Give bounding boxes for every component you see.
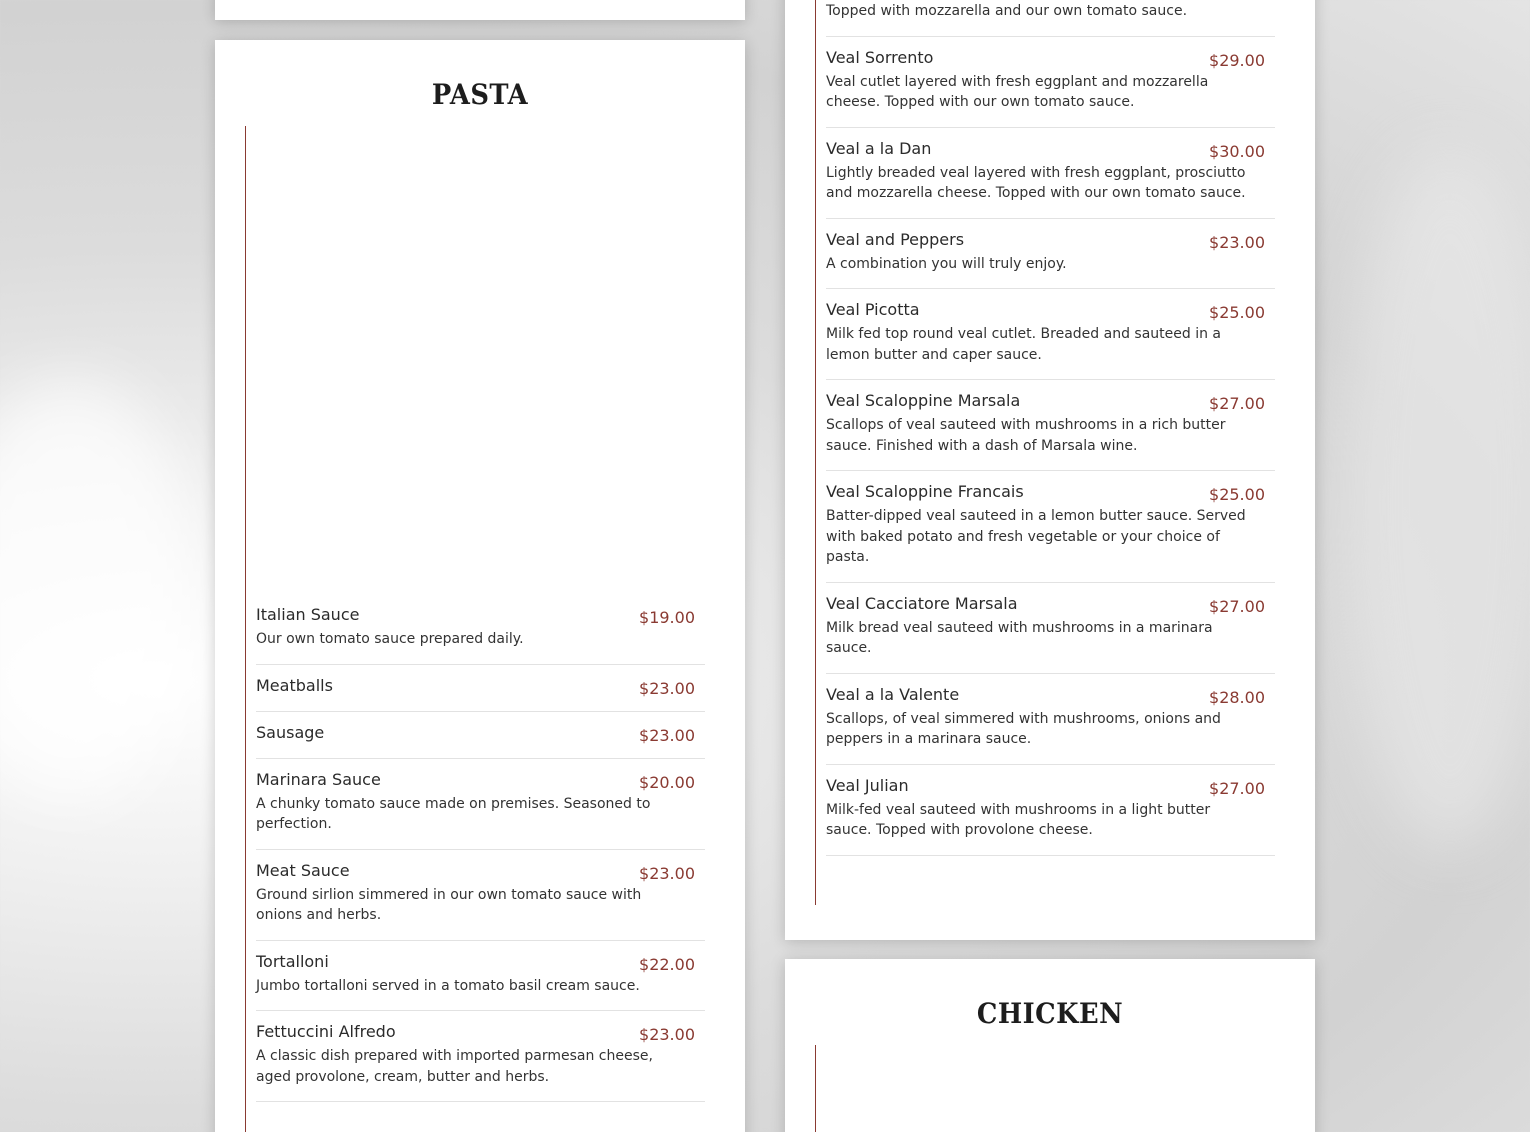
list-item [826, 219, 1275, 290]
item-name: Veal and Peppers [826, 229, 965, 249]
section-accent-line [815, 0, 816, 905]
item-price: $27.00 [1209, 596, 1265, 616]
list-item [826, 128, 1275, 219]
pasta-menu-list [256, 594, 705, 1102]
list-item [826, 674, 1275, 765]
item-description: Milk-fed veal sauteed with mushrooms in a light butter sauce. Topped with provolone cheese. [826, 801, 1211, 838]
item-description: A classic dish prepared with imported parmesan cheese, aged provolone, cream, butter and herbs. [256, 1048, 653, 1085]
item-description: Topped with mozzarella and our own tomato sauce. [826, 3, 1188, 19]
menu-card-pasta [215, 40, 745, 1132]
item-name: Veal Scaloppine Francais [826, 482, 1024, 501]
item-price: $25.00 [1209, 303, 1265, 322]
item-name: Veal a la Dan [826, 138, 932, 158]
menu-card-veal [785, 0, 1315, 940]
item-description: Scallops, of veal simmered with mushrooms, onions and peppers in a marinara sauce. [826, 710, 1221, 747]
item-name: Veal Scaloppine Marsala [826, 391, 1021, 410]
item-name: Meat Sauce [256, 860, 350, 880]
item-name: Veal Julian [826, 775, 909, 795]
menu-card-chicken [785, 959, 1315, 1132]
menu-card-previous [215, 0, 745, 20]
item-description: Batter-dipped veal sauteed in a lemon butter sauce. Served with baked potato and fresh vegetable or your choice of pasta. [826, 508, 1246, 565]
item-description: A chunky tomato sauce made on premises. Seasoned to perfection. [256, 795, 651, 832]
background-highlight [1340, 150, 1530, 850]
item-price: $30.00 [1209, 141, 1265, 161]
item-price: $23.00 [639, 678, 695, 698]
item-description: Milk fed top round veal cutlet. Breaded and sauteed in a lemon butter and caper sauce. [826, 326, 1222, 363]
item-description: Scallops of veal sauteed with mushrooms in a rich butter sauce. Finished with a dash of Marsala wine. [826, 417, 1226, 454]
item-price: $23.00 [639, 863, 695, 883]
item-price: $25.00 [1209, 485, 1265, 504]
list-item [256, 665, 705, 712]
list-item [256, 850, 705, 941]
item-name: Veal Cacciatore Marsala [826, 593, 1018, 613]
item-name: Meatballs [256, 675, 333, 695]
item-price: $27.00 [1209, 394, 1265, 413]
item-description: Ground sirlion simmered in our own tomato sauce with onions and herbs. [256, 886, 642, 923]
list-item [826, 380, 1275, 471]
item-price: $19.00 [639, 608, 695, 627]
item-price: $20.00 [639, 772, 695, 792]
item-name: Sausage [256, 722, 325, 742]
list-item [826, 37, 1275, 128]
list-item [826, 0, 1275, 37]
item-price: $22.00 [639, 954, 695, 974]
list-item [256, 712, 705, 759]
item-price: $23.00 [639, 725, 695, 745]
item-name: Veal a la Valente [826, 684, 960, 704]
background-highlight [0, 380, 200, 800]
list-item [826, 583, 1275, 674]
item-description: Veal cutlet layered with fresh eggplant and mozzarella cheese. Topped with our own tomato sauce. [826, 73, 1209, 110]
list-item [826, 765, 1275, 856]
list-item [256, 1011, 705, 1102]
item-name: Veal Picotta [826, 300, 920, 319]
item-price: $28.00 [1209, 687, 1265, 707]
item-name: Marinara Sauce [256, 769, 381, 789]
item-name: Italian Sauce [256, 605, 360, 624]
item-description: Milk bread veal sauteed with mushrooms in a marinara sauce. [826, 619, 1213, 656]
veal-menu-list [826, 0, 1275, 856]
item-name: Tortalloni [256, 951, 329, 971]
item-price: $23.00 [1209, 232, 1265, 252]
item-name: Veal Sorrento [826, 47, 934, 67]
list-item [826, 289, 1275, 380]
item-price: $23.00 [639, 1025, 695, 1044]
section-accent-line [815, 1045, 816, 1132]
item-description: Jumbo tortalloni served in a tomato basil cream sauce. [256, 977, 640, 994]
item-price: $29.00 [1209, 50, 1265, 70]
item-price: $27.00 [1209, 778, 1265, 798]
list-item [256, 759, 705, 850]
section-title-pasta: PASTA [431, 78, 529, 111]
section-title-chicken: CHICKEN [976, 997, 1124, 1030]
list-item [826, 471, 1275, 583]
item-description: Our own tomato sauce prepared daily. [256, 631, 524, 647]
list-item [256, 594, 705, 665]
item-description: A combination you will truly enjoy. [826, 255, 1067, 272]
section-accent-line [245, 126, 246, 1132]
item-name: Fettuccini Alfredo [256, 1022, 396, 1041]
list-item [256, 941, 705, 1012]
item-description: Lightly breaded veal layered with fresh eggplant, prosciutto and mozzarella cheese. Topped with our own tomato sauce. [826, 164, 1246, 201]
